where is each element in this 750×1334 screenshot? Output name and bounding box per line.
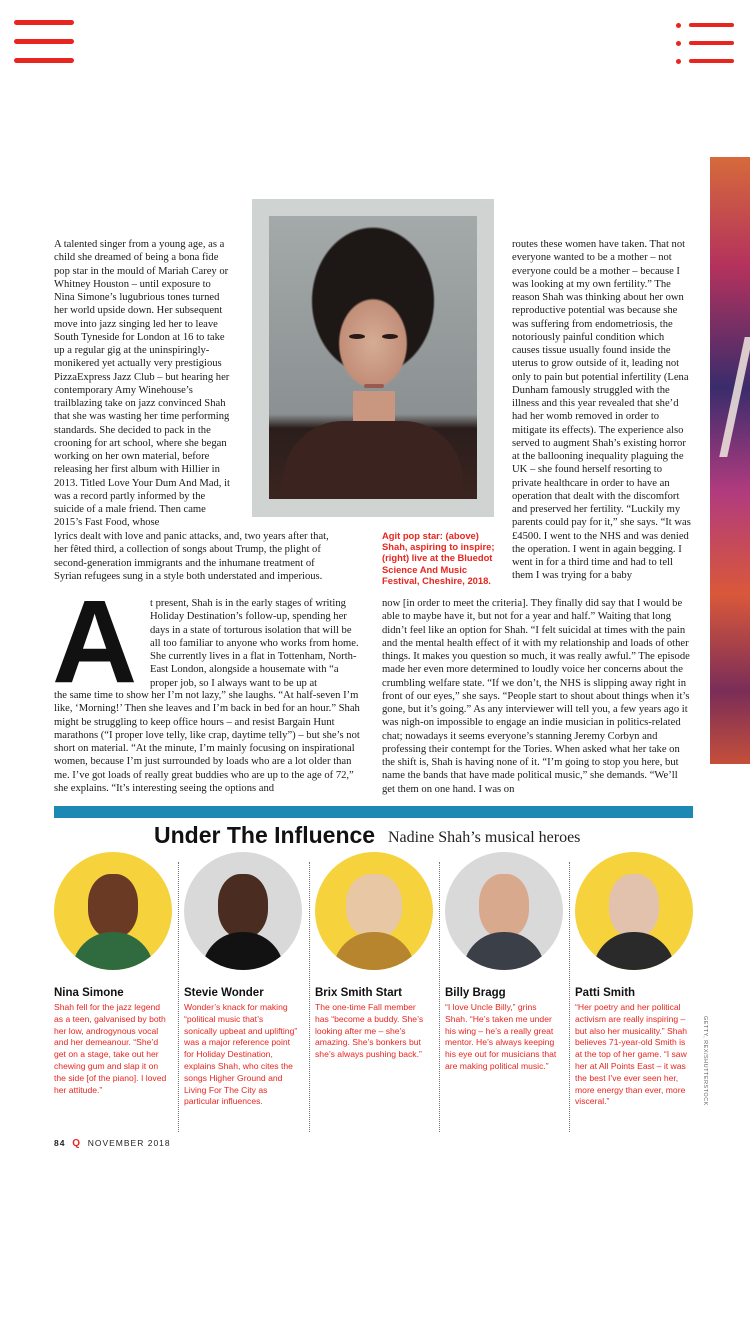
toc-bar xyxy=(689,59,734,63)
hero-card-stevie-wonder[interactable] xyxy=(184,852,304,1108)
contents-button[interactable] xyxy=(676,22,734,66)
hero-description: The one-time Fall member has “become a buddy. She’s looking after me – she’s amazing. She’s bonkers but she’s always pushing back.” xyxy=(315,1002,424,1060)
hero-description: Wonder’s knack for making “political music that’s sonically upbeat and uplifting” was a major reference point for Holiday Destination, explains Shah, who cites the songs Higher Ground and Living For The City as particular influences. xyxy=(184,1002,298,1107)
portrait-face xyxy=(609,874,659,938)
menu-button[interactable] xyxy=(14,20,74,66)
column-separator xyxy=(569,862,570,1132)
portrait-body xyxy=(593,932,675,970)
portrait-body xyxy=(463,932,545,970)
photo-caption: Agit pop star: (above) Shah, aspiring to inspire; (right) live at the Bluedot Science And Music Festival, Cheshire, 2018. xyxy=(382,530,495,586)
article-column-1: A talented singer from a young age, as a child she dreamed of being a bona fide pop star in the mould of Mariah Carey or Whitney Houston – until exposure to Nina Simone’s lugubrious tones turned her world upside down. Her subsequent move into jazz singing led her to leave South Tyneside for London at 16 to take up a regular gig at the uninspiringly-monikered yet actually very prestigious PizzaExpress Jazz Club – but hearing her contemporary Amy Winehouse’s trailblazing take on jazz convinced Shah that she was wasting her time performing standards. She decided to pack in the crooning for art school, where she began working on her own material, before releasing her first album with Hillier in 2013. Titled Love Your Dum And Mad, it was a record partly informed by the suicide of a male friend. Then came 2015’s Fast Food, whose xyxy=(54,239,230,529)
toc-bar xyxy=(689,41,734,45)
section-body: the same time to show her I’m not lazy,” she laughs. “At half-seven I’m like, ‘Morning!’ Then she leaves and I’m back in bed for an hour.” Shah might be struggling to keep office hours – and resist Bargain Hunt marathons (“I proper love telly, like crap, daytime telly”) – but she’s not short on material. “At the minute, I’m mainly focusing on inspirational women, because I’m just surrounded by loads who are a lot older than me. I’ve got loads of really great buddies who are up to the age of 72,” she explains. “It’s interesting seeing the options and xyxy=(54,690,360,794)
hero-name: Brix Smith Start xyxy=(315,987,402,999)
hamburger-menu-icon xyxy=(14,20,74,25)
hero-portrait xyxy=(315,852,433,970)
article-wide-paragraph: lyrics dealt with love and panic attacks, and, two years after that, her fêted third, a collection of songs about Trump, the plight of second-generation immigrants and the inhumane treatment of Syrian refugees sung in a style both understated and imperious. xyxy=(54,531,329,582)
photo-top xyxy=(283,421,463,499)
portrait-face xyxy=(218,874,268,938)
portrait-face xyxy=(346,874,402,938)
hero-card-nina-simone[interactable] xyxy=(54,852,174,1096)
hamburger-menu-icon-bar xyxy=(14,58,74,63)
column-separator xyxy=(309,862,310,1132)
hero-portrait xyxy=(54,852,172,970)
portrait-body xyxy=(202,932,284,970)
issue-date: NOVEMBER 2018 xyxy=(87,1138,171,1148)
section-body-right: now [in order to meet the criteria]. They finally did say that I would be able to maybe have it, but not for a year and half.” Waiting that long didn’t feel like an option for Shah. “I felt suicidal at times with the pain and the mental health effect of it with my relationship and loads of other things. It makes you question so much, it was really awful.” The episode made her even more determined to loudly voice her concerns about the crumbling welfare state. “If we don’t, the NHS is slipping away right in front of our eyes,” she says. “People start to shout about things when it’s gone, but it’s going.” As any interviewer will tell you, a few years ago it was nigh-on impossible to engage an indie musician in politics-related chat; nowadays it seems everyone’s stanning Jeremy Corbyn and professing their contempt for the Tories. When asked what her take on the shift is, Shah is having none of it. “I’m going to stop you here, but name the bands that have made political music,” she demands. “We’ll get them on one hand. I was on xyxy=(382,598,690,795)
hero-portrait xyxy=(575,852,693,970)
portrait-face xyxy=(88,874,138,938)
photo-credit: GETTY, REX/SHUTTERSTOCK xyxy=(702,1016,708,1106)
magazine-logo: Q xyxy=(72,1138,81,1149)
photo-eye xyxy=(382,334,398,339)
hero-description: “I love Uncle Billy,” grins Shah. “He’s taken me under his wing – he’s a really great mentor. He’s always keeping his eye out for musicians that are making political music.” xyxy=(445,1002,557,1071)
photo-eye xyxy=(349,334,365,339)
page-number: 84 xyxy=(54,1138,66,1148)
hero-description: Shah fell for the jazz legend as a teen, galvanised by both her low, androgynous vocal and her demeanour. “She’d get on a stage, take out her chewing gum and slap it on the side [of the piano]. I loved her attitude.” xyxy=(54,1002,167,1095)
hero-description: “Her poetry and her political activism are really inspiring – but also her musicality.” Shah believes 71-year-old Smith is at the top of her game. “I saw her at All Points East – it was the best I’ve ever seen her, more energy than ever, more visceral.” xyxy=(575,1002,688,1107)
page-footer xyxy=(54,1138,171,1149)
influence-subtitle: Nadine Shah’s musical heroes xyxy=(388,829,581,846)
hero-portrait xyxy=(184,852,302,970)
portrait-body xyxy=(72,932,154,970)
drop-cap: A xyxy=(52,576,138,708)
portrait-photo[interactable] xyxy=(269,216,477,499)
table-of-contents-icon xyxy=(676,23,681,28)
article-column-3: routes these women have taken. That not everyone wanted to be a mother – not everyone could be a mother – because I was looking at my own fertility.” The reason Shah was thinking about her own reproductive potential was because she was suffering from endometriosis, the notoriously painful condition which causes tissue usually found inside the uterus to grow outside of it, leading not only to pain but potential infertility (Lena Dunham famously struggled with the illness and this year revealed that she’d had her womb removed in order to mitigate its effects). The experience also served to augment Shah’s existing horror at the ballooning inequality plaguing the UK – she found herself resorting to private healthcare in order to have an operation that dealt with the discomfort and preserved her fertility. “Luckily my parents could pay for it,” she says. “It was £4500. I went to the NHS and was denied the operation. I went in again begging. I went in for a third time and had to tell them I was trying for a baby xyxy=(512,239,691,582)
influence-title: Under The Influence xyxy=(154,822,376,848)
photo-mouth xyxy=(364,384,384,388)
hero-name: Stevie Wonder xyxy=(184,987,264,999)
toc-dot xyxy=(676,41,681,46)
column-separator xyxy=(439,862,440,1132)
toc-dot xyxy=(676,59,681,64)
section-intro: t present, Shah is in the early stages of writing Holiday Destination’s follow-up, spending her days in a state of torturous isolation that will be all too familiar to anyone who works from home. She currently lives in a flat in Tottenham, North-East London, alongside a housemate with “a proper job, so I always want to be up at xyxy=(150,598,359,689)
column-separator xyxy=(178,862,179,1132)
hero-portrait xyxy=(445,852,563,970)
hero-card-brix-smith-start[interactable] xyxy=(315,852,435,1061)
hamburger-menu-icon-bar xyxy=(14,39,74,44)
hero-name: Billy Bragg xyxy=(445,987,506,999)
hero-card-patti-smith[interactable] xyxy=(575,852,695,1108)
toc-bar xyxy=(689,23,734,27)
hero-name: Nina Simone xyxy=(54,987,124,999)
hero-name: Patti Smith xyxy=(575,987,636,999)
next-page-photo-edge[interactable] xyxy=(710,157,750,764)
section-divider-bar xyxy=(54,806,693,818)
portrait-body xyxy=(333,932,415,970)
hero-card-billy-bragg[interactable] xyxy=(445,852,565,1073)
portrait-face xyxy=(479,874,529,938)
